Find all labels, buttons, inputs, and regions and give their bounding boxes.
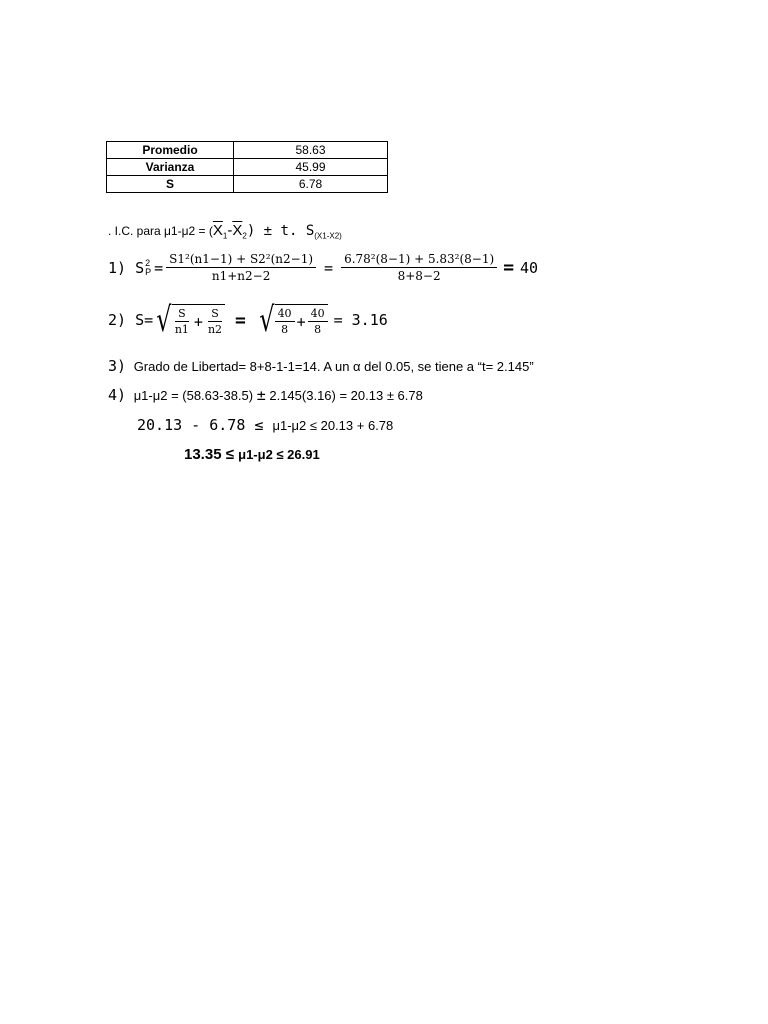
- step1-eq3: =: [503, 257, 515, 278]
- x1-sub: 1: [222, 231, 228, 241]
- pooled-numeric-fraction: [341, 252, 497, 283]
- frac-sp-n2: [205, 307, 225, 336]
- step5-right: μ1-μ2 ≤ 20.13 + 6.78: [272, 418, 394, 433]
- ic-prefix: . I.C. para μ1-μ2 = (: [108, 224, 213, 238]
- frac-40-8-b-num: 40: [308, 307, 328, 322]
- step2-label: 2) S=: [108, 311, 154, 329]
- frac-40-8-b: [308, 307, 328, 336]
- sp-sup: 2: [145, 257, 151, 268]
- frac-sp-n2-num: S: [208, 307, 222, 322]
- pooled-symbolic-denominator: n1+n2−2: [211, 269, 271, 283]
- step1-eq2: =: [324, 258, 334, 277]
- row-value: 58.63: [234, 142, 388, 159]
- table-row: [107, 176, 388, 193]
- frac-sp-n1-num: S: [175, 307, 189, 322]
- pooled-symbolic-numerator: S1²(n1−1) + S2²(n2−1): [166, 252, 316, 268]
- sp-sub: P: [145, 266, 152, 277]
- table-row: [107, 159, 388, 176]
- row-label: S: [107, 176, 234, 193]
- sqrt-symbolic: [153, 300, 225, 340]
- plus-sign: +: [296, 312, 306, 331]
- s-sub: (X1-X2): [314, 231, 342, 241]
- radical-icon: √: [156, 300, 172, 340]
- step4-line: [108, 386, 423, 404]
- step4-text-a: μ1-μ2 = (58.63-38.5): [133, 388, 257, 403]
- ic-formula-line: [108, 222, 342, 240]
- row-value: 45.99: [234, 159, 388, 176]
- x2-bar: $\overline{X}$: [232, 222, 243, 239]
- frac-40-8-a: [275, 307, 295, 336]
- sqrt-numeric: [256, 300, 328, 340]
- step3-line: [108, 357, 534, 375]
- step2-eq: =: [235, 309, 246, 331]
- step4-number: 4): [108, 386, 127, 404]
- step6-line: [184, 446, 320, 464]
- ic-dash: -: [227, 222, 233, 239]
- frac-sp-n1: [172, 307, 192, 336]
- step3-text: Grado de Libertad= 8+8-1-1=14. A un α del 0.05, se tiene a “t= 2.145”: [133, 359, 534, 374]
- row-label: Varianza: [107, 159, 234, 176]
- step6-right: μ1-μ2 ≤ 26.91: [238, 447, 320, 462]
- row-value: 6.78: [234, 176, 388, 193]
- pm-sign: ±: [256, 386, 266, 404]
- frac-40-8-a-num: 40: [275, 307, 295, 322]
- row-label: Promedio: [107, 142, 234, 159]
- ic-suffix: ) ± t. S: [246, 223, 315, 239]
- pooled-numeric-denominator: 8+8−2: [397, 269, 441, 283]
- step5-left: 20.13 - 6.78 ≤: [137, 416, 273, 434]
- frac-40-8-b-den: 8: [314, 323, 322, 336]
- frac-sp-n2-den: n2: [207, 323, 223, 336]
- stats-table: [106, 141, 388, 193]
- step3-number: 3): [108, 357, 127, 375]
- step1-eq: =: [154, 258, 164, 277]
- pooled-numeric-numerator: 6.78²(8−1) + 5.83²(8−1): [341, 252, 497, 268]
- step2-line: [108, 300, 388, 340]
- step6-left: 13.35 ≤: [184, 446, 239, 463]
- pooled-symbolic-fraction: [166, 252, 316, 283]
- frac-40-8-a-den: 8: [281, 323, 289, 336]
- step4-text-b: 2.145(3.16) = 20.13 ± 6.78: [265, 388, 423, 403]
- step1-result: 40: [520, 258, 539, 277]
- radical-icon: √: [259, 300, 275, 340]
- step2-result: = 3.16: [333, 311, 388, 329]
- x2-sub: 2: [242, 231, 247, 241]
- step1-line: [108, 252, 538, 283]
- step1-label: 1) S: [108, 258, 145, 277]
- frac-sp-n1-den: n1: [174, 323, 189, 336]
- x1-bar: $\overline{X}$: [212, 222, 223, 239]
- plus-sign: +: [193, 312, 203, 331]
- table-row: [107, 142, 388, 159]
- step5-line: [137, 416, 393, 435]
